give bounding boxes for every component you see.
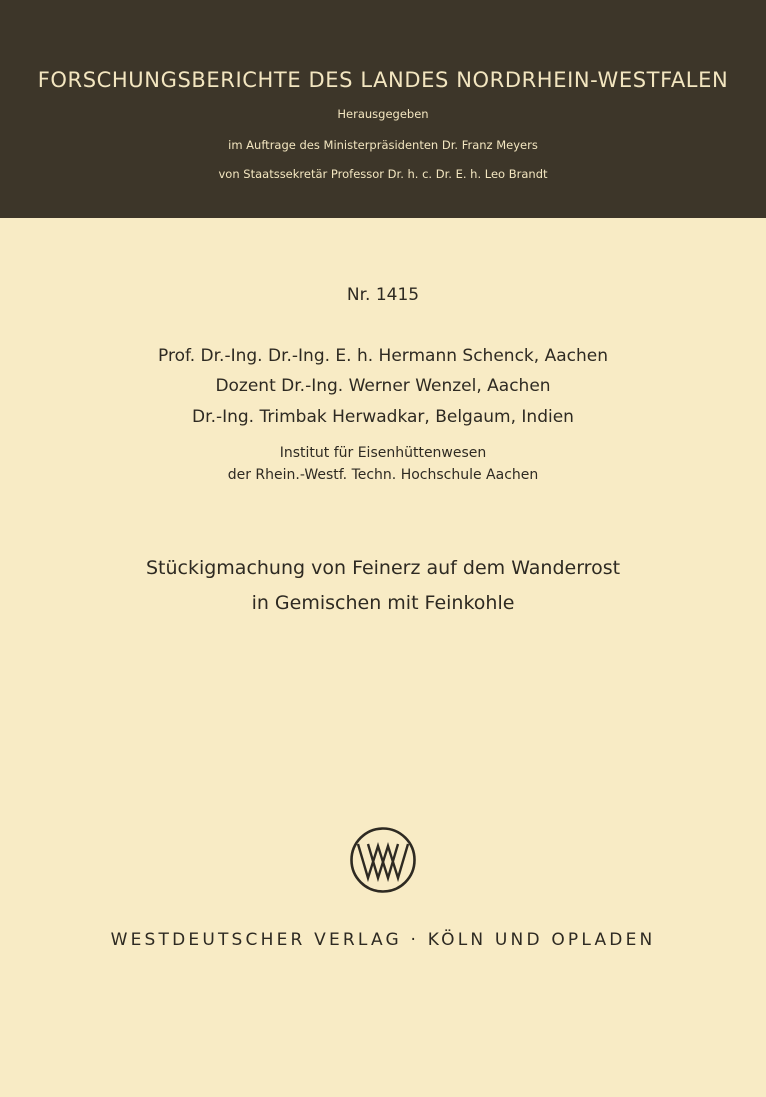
author-line: Dr.-Ing. Trimbak Herwadkar, Belgaum, Indien	[192, 407, 574, 427]
publisher-logo-icon	[349, 826, 417, 894]
report-number: Nr. 1415	[346, 285, 420, 305]
publisher-imprint: WESTDEUTSCHER VERLAG · KÖLN UND OPLADEN	[110, 930, 656, 950]
editor-line-commission: im Auftrage des Ministerpräsidenten Dr. Franz Meyers	[228, 138, 538, 152]
author-line: Prof. Dr.-Ing. Dr.-Ing. E. h. Hermann Schenck, Aachen	[158, 346, 608, 366]
institute-line: Institut für Eisenhüttenwesen	[279, 445, 487, 461]
series-title: FORSCHUNGSBERICHTE DES LANDES NORDRHEIN-WESTFALEN	[37, 68, 729, 92]
editor-line-herausgegeben: Herausgegeben	[337, 107, 429, 121]
institute-line: der Rhein.-Westf. Techn. Hochschule Aachen	[227, 467, 539, 483]
series-header-band	[0, 0, 766, 218]
book-title-line: in Gemischen mit Feinkohle	[251, 592, 515, 614]
author-line: Dozent Dr.-Ing. Werner Wenzel, Aachen	[215, 376, 551, 396]
editor-line-secretary: von Staatssekretär Professor Dr. h. c. Dr. E. h. Leo Brandt	[218, 167, 548, 181]
book-title-line: Stückigmachung von Feinerz auf dem Wanderrost	[145, 557, 621, 579]
